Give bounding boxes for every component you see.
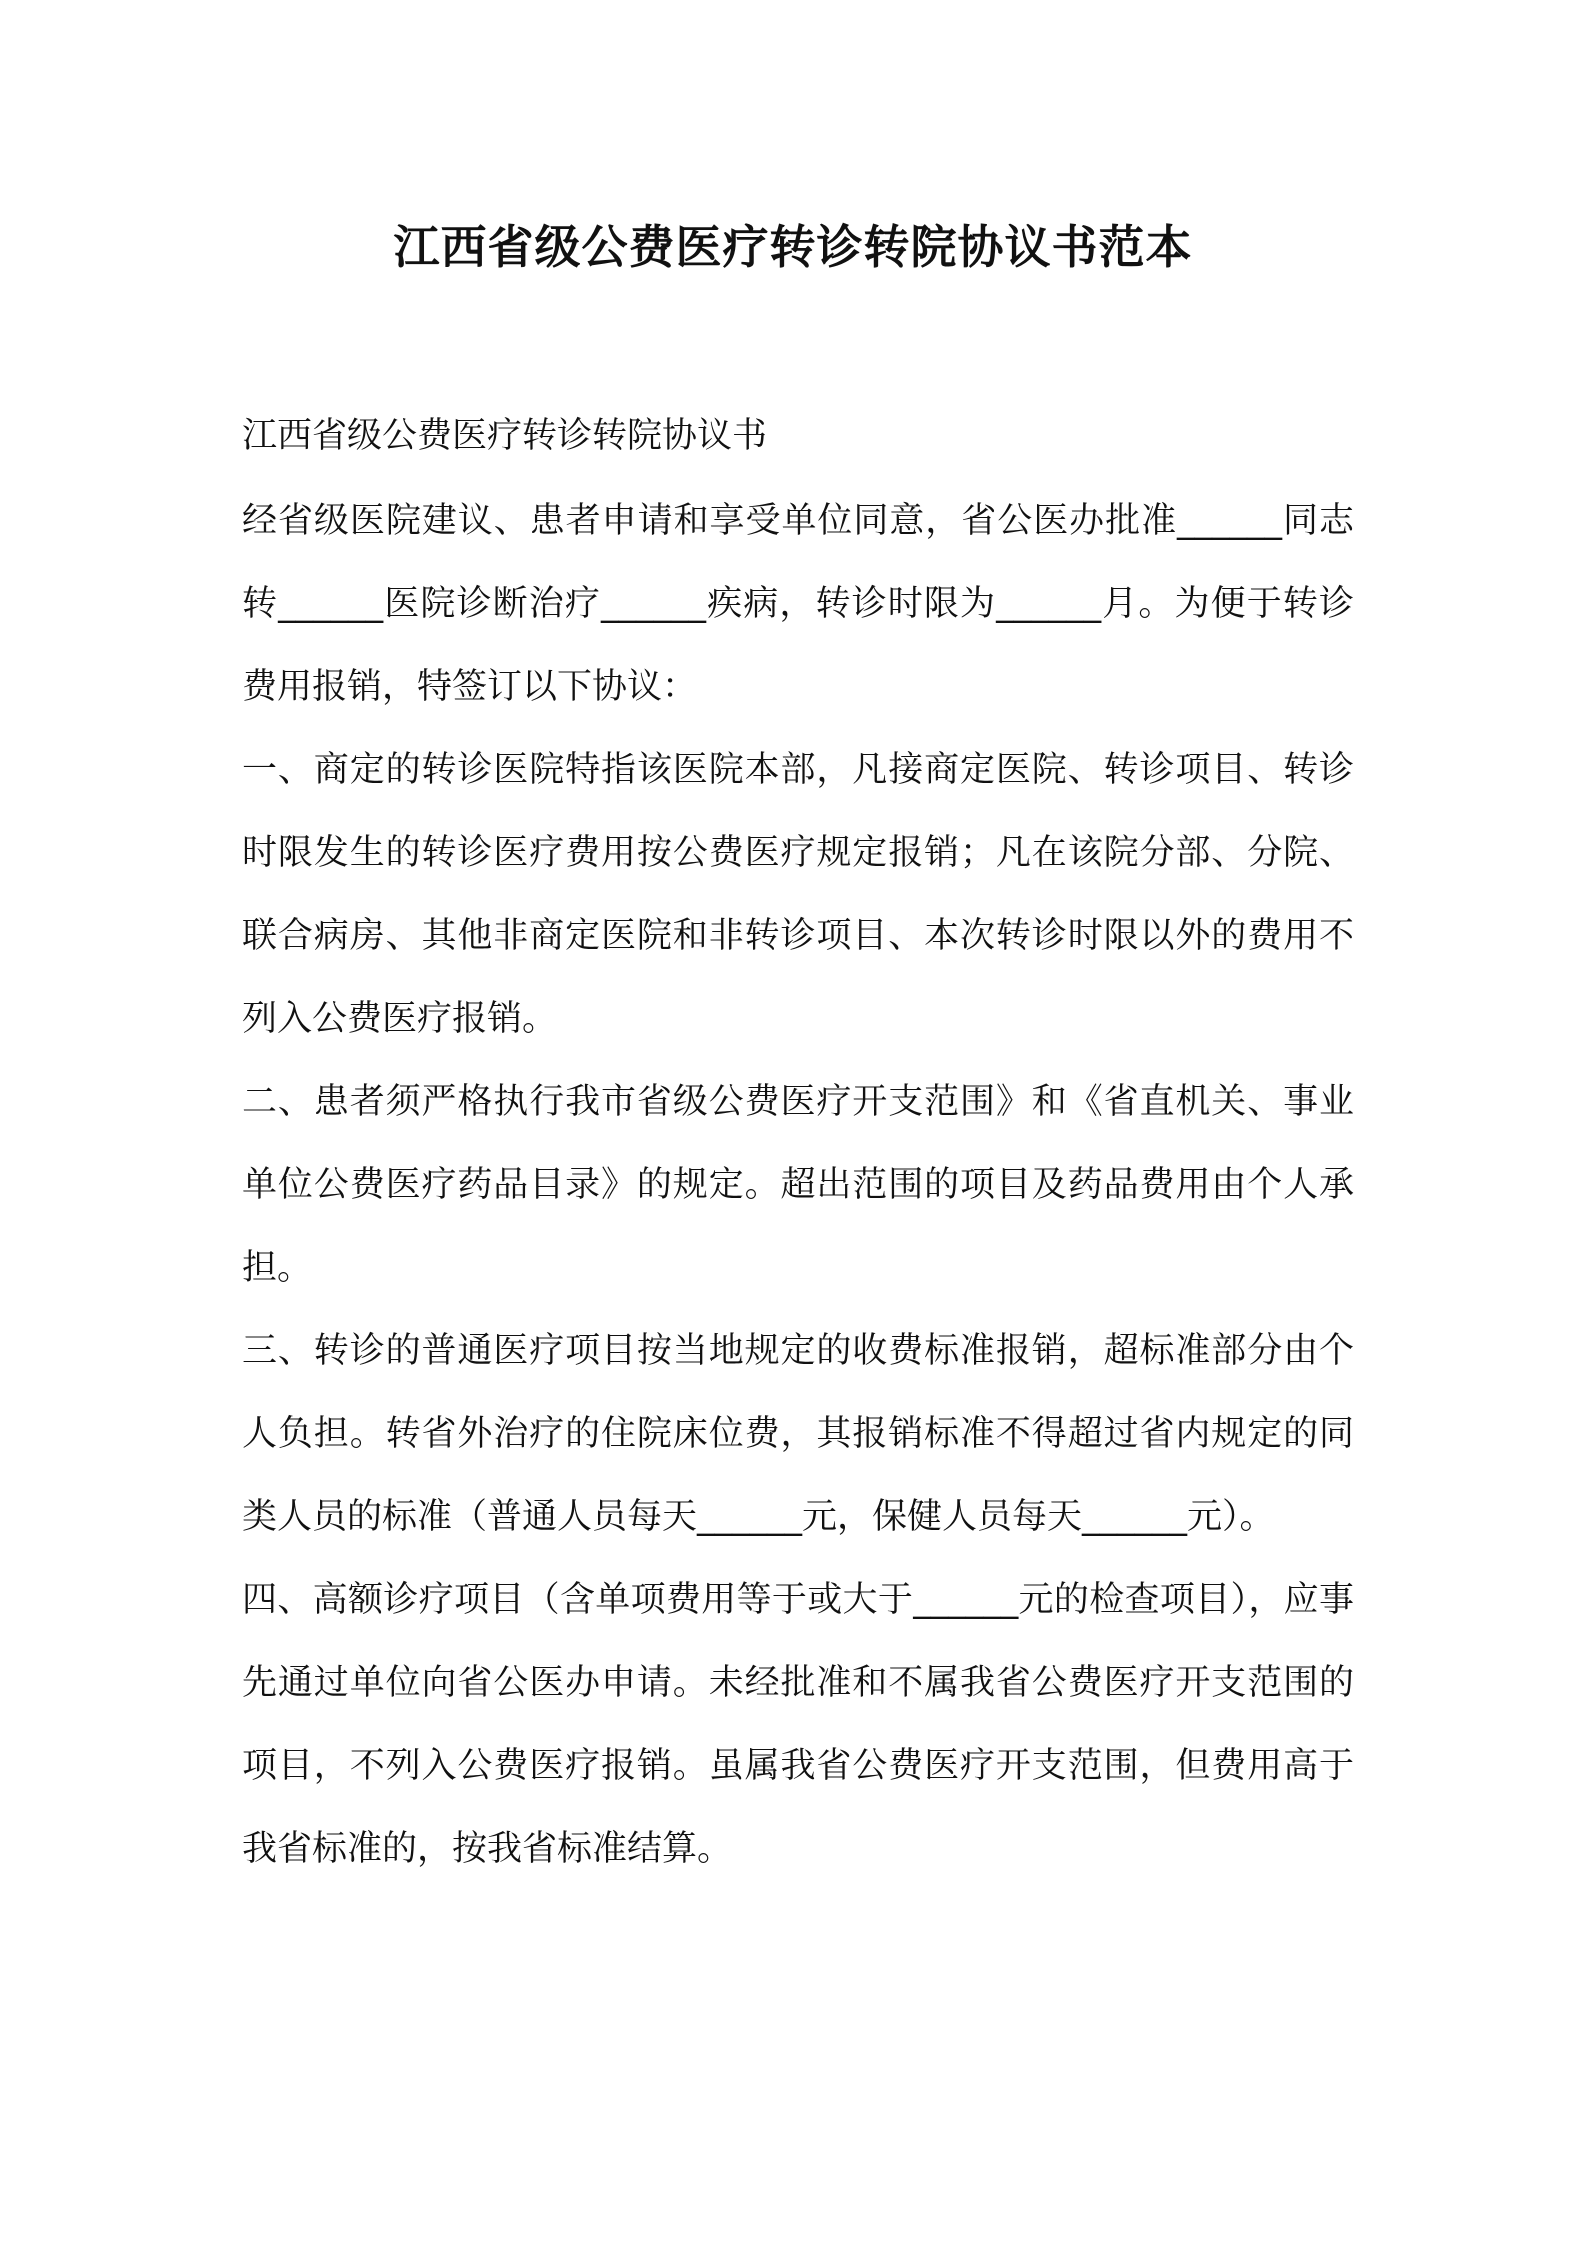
paragraph-intro: 经省级医院建议、患者申请和享受单位同意，省公医办批准______同志转______医院诊断治疗______疾病，转诊时限为______月。为便于转诊费用报销，特签订以下协议： — [242, 501, 1354, 707]
document-body — [242, 400, 1354, 1891]
paragraph-clause-1: 一、商定的转诊医院特指该医院本部，凡接商定医院、转诊项目、转诊时限发生的转诊医疗费用按公费医疗规定报销；凡在该院分部、分院、联合病房、其他非商定医院和非转诊项目、本次转诊时限以外的费用不列入公费医疗报销。 — [242, 750, 1354, 1039]
paragraph-clause-2: 二、患者须严格执行我市省级公费医疗开支范围》和《省直机关、事业单位公费医疗药品目录》的规定。超出范围的项目及药品费用由个人承担。 — [242, 1082, 1354, 1288]
document-title: 江西省级公费医疗转诊转院协议书范本 — [393, 220, 1193, 274]
paragraph-clause-3: 三、转诊的普通医疗项目按当地规定的收费标准报销，超标准部分由个人负担。转省外治疗的住院床位费，其报销标准不得超过省内规定的同类人员的标准（普通人员每天______元，保健人员每天______元）。 — [242, 1331, 1354, 1537]
agreement-heading: 江西省级公费医疗转诊转院协议书 — [242, 416, 768, 456]
paragraph-clause-4: 四、高额诊疗项目（含单项费用等于或大于______元的检查项目），应事先通过单位向省公医办申请。未经批准和不属我省公费医疗开支范围的项目，不列入公费医疗报销。虽属我省公费医疗开支范围，但费用高于我省标准的，按我省标准结算。 — [242, 1580, 1354, 1869]
